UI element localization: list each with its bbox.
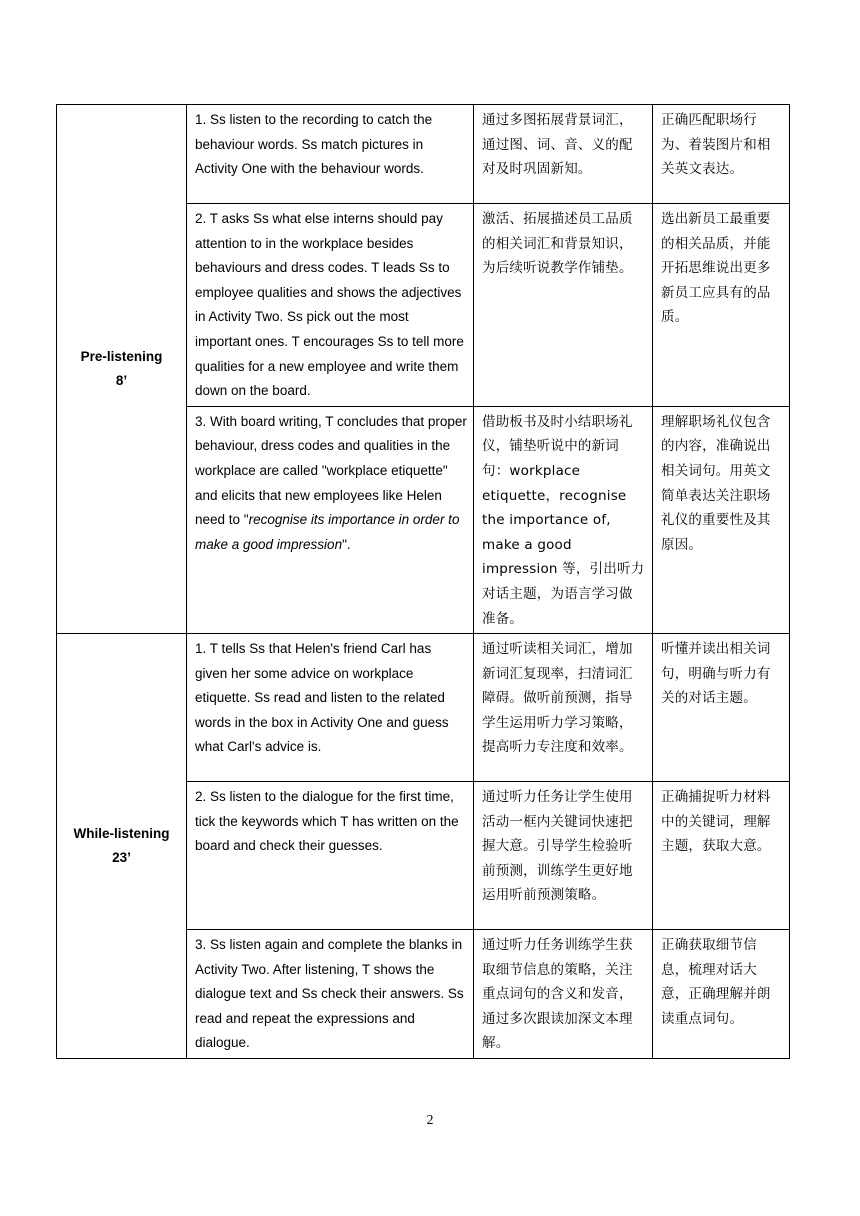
activity-cell: [187, 406, 474, 633]
outcome-cell: 听懂并读出相关词句，明确与听力有关的对话主题。: [653, 634, 790, 782]
activity-text-end: ".: [342, 536, 351, 552]
purpose-cell: 通过听力任务训练学生获取细节信息的策略，关注重点词句的含义和发音，通过多次跟读加深文本理解。: [474, 930, 653, 1059]
activity-text: 3. With board writing, T concludes that proper behaviour, dress codes and qualities in the workplace are called "workplace etiquette" and elicits that new employees like Helen need to ": [195, 413, 467, 528]
activity-cell: 3. Ss listen again and complete the blanks in Activity Two. After listening, T shows the dialogue text and Ss check their answers. Ss read and repeat the expressions and dialogue.: [187, 930, 474, 1059]
activity-cell: 2. Ss listen to the dialogue for the first time, tick the keywords which T has written on the board and check their guesses.: [187, 782, 474, 930]
outcome-cell: 正确获取细节信息，梳理对话大意，正确理解并朗读重点词句。: [653, 930, 790, 1059]
outcome-cell: 正确匹配职场行为、着装图片和相关英文表达。: [653, 105, 790, 204]
page-number: 2: [426, 1113, 434, 1128]
stage-cell-while-listening: [57, 634, 187, 1059]
stage-time: 23’: [112, 850, 131, 866]
purpose-cell: 通过听读相关词汇，增加新词汇复现率，扫清词汇障碍。做听前预测，指导学生运用听力学习策略，提高听力专注度和效率。: [474, 634, 653, 782]
outcome-cell: 理解职场礼仪包含的内容，准确说出相关词句。用英文简单表达关注职场礼仪的重要性及其原因。: [653, 406, 790, 633]
purpose-cell: 通过听力任务让学生使用活动一框内关键词快速把握大意。引导学生检验听前预测，训练学生更好地运用听前预测策略。: [474, 782, 653, 930]
activity-italic-text: recognise its importance in order to make a good impression: [195, 512, 460, 552]
activity-cell: 1. T tells Ss that Helen's friend Carl has given her some advice on workplace etiquette. Ss read and listen to the related words in the box in Activity One and guess what Carl's advice is.: [187, 634, 474, 782]
table-row: [57, 634, 790, 782]
stage-time: 8’: [115, 373, 128, 389]
purpose-cell: 激活、拓展描述员工品质的相关词汇和背景知识，为后续听说教学作铺垫。: [474, 204, 653, 407]
activity-cell: 1. Ss listen to the recording to catch the behaviour words. Ss match pictures in Activity One with the behaviour words.: [187, 105, 474, 204]
stage-cell-pre-listening: [57, 105, 187, 634]
lesson-plan-table: [56, 104, 790, 1059]
stage-name: While-listening: [73, 826, 170, 842]
outcome-cell: 正确捕捉听力材料中的关键词，理解主题，获取大意。: [653, 782, 790, 930]
table-row: [57, 105, 790, 204]
purpose-cell: 通过多图拓展背景词汇，通过图、词、音、义的配对及时巩固新知。: [474, 105, 653, 204]
stage-name: Pre-listening: [80, 349, 163, 365]
outcome-cell: 选出新员工最重要的相关品质，并能开拓思维说出更多新员工应具有的品质。: [653, 204, 790, 407]
purpose-cell: 借助板书及时小结职场礼仪，铺垫听说中的新词句：workplace etiquette，recognise the importance of, make a good impression 等，引出听力对话主题，为语言学习做准备。: [474, 406, 653, 633]
activity-cell: 2. T asks Ss what else interns should pay attention to in the workplace besides behaviours and dress codes. T leads Ss to employee qualities and shows the adjectives in Activity Two. Ss pick out the most important ones. T encourages Ss to tell more qualities for a new employee and write them down on the board.: [187, 204, 474, 407]
